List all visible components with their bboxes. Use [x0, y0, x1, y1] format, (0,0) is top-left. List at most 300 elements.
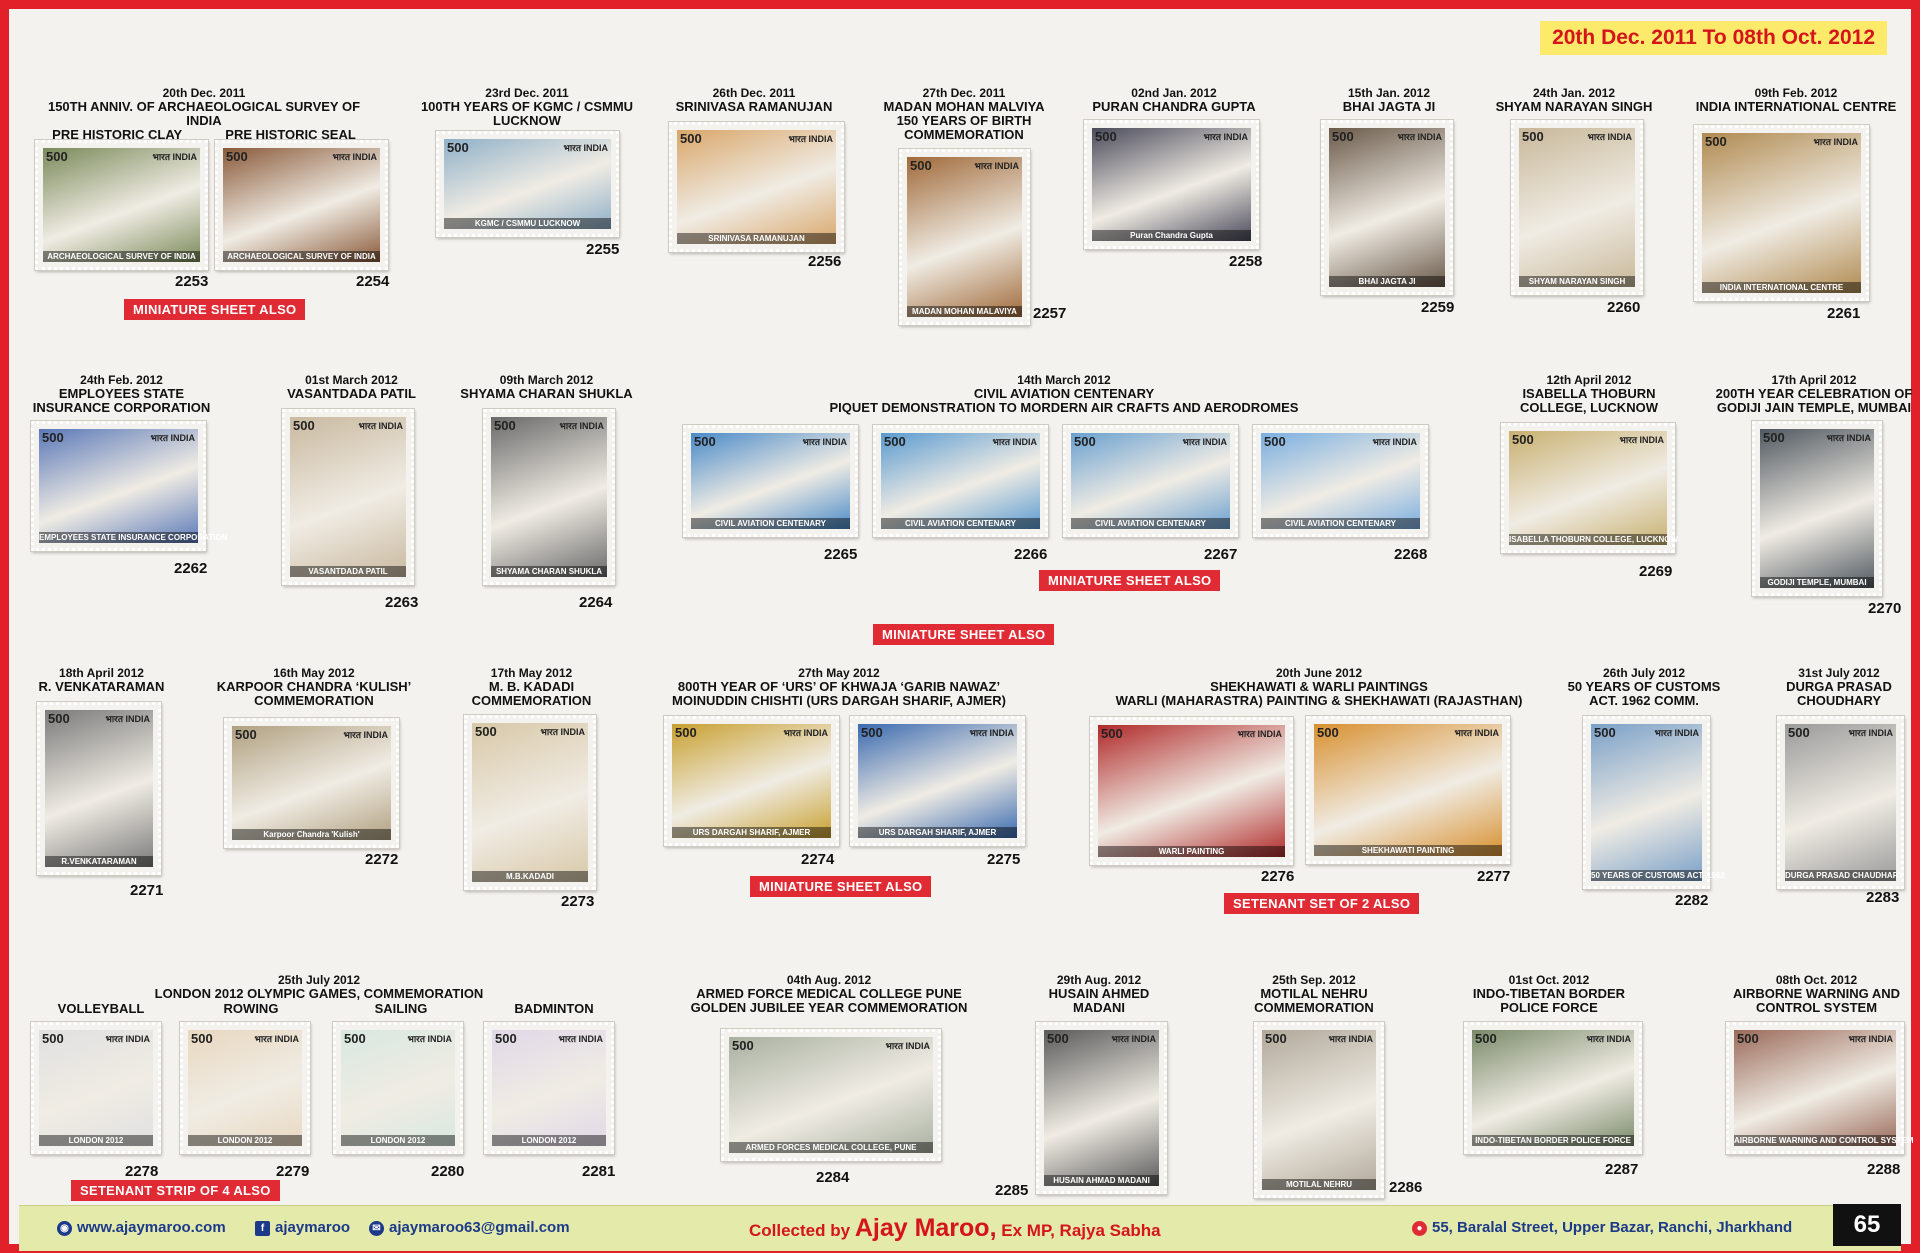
stamp-value: 500: [494, 418, 516, 433]
stamp-country: भारत INDIA: [802, 437, 847, 447]
catalogue-number: 2282: [1675, 892, 1709, 909]
issue-date: 16th May 2012: [273, 666, 355, 680]
issue-date: 01st Oct. 2012: [1508, 973, 1590, 987]
issue-title: M. B. KADADI: [488, 679, 575, 694]
collector-role: Ex MP, Rajya Sabha: [1001, 1221, 1161, 1240]
stamp-value: 500: [1512, 432, 1534, 447]
catalogue-number: 2253: [175, 273, 209, 290]
issue-subtitle: 150 YEARS OF BIRTH: [896, 113, 1032, 128]
miniature-sheet-badge: MINIATURE SHEET ALSO: [750, 876, 931, 897]
stamp-country: भारत INDIA: [152, 152, 197, 162]
issue-date: 31st July 2012: [1798, 666, 1880, 680]
catalogue-number: 2270: [1868, 600, 1902, 617]
group-header: [449, 666, 614, 708]
issue-date: 15th Jan. 2012: [1347, 86, 1431, 100]
stamp-country: भारत INDIA: [1848, 1034, 1893, 1044]
stamp-caption: Karpoor Chandra 'Kulish': [232, 829, 391, 840]
sport-label-badminton: BADMINTON: [514, 1001, 594, 1016]
catalogue-number: 2264: [579, 594, 613, 611]
stamp-image: [1314, 724, 1502, 856]
group-header: [1224, 973, 1404, 1015]
stamp[interactable]: [873, 425, 1048, 537]
issue-date: 25th Sep. 2012: [1272, 973, 1356, 987]
stamp-country: भारत INDIA: [559, 421, 604, 431]
stamp-image: [672, 724, 831, 838]
stamp-image: [39, 429, 228, 543]
stamp-value: 500: [675, 725, 697, 740]
group-header: [1074, 86, 1274, 114]
stamp-caption: DURGA PRASAD CHAUDHARY: [1785, 871, 1904, 880]
group-header: [669, 373, 1459, 415]
stamp-image: [491, 417, 607, 577]
group-header: [669, 973, 989, 1015]
stamp-image: [472, 723, 588, 882]
issue-subtitle: PIQUET DEMONSTRATION TO MORDERN AIR CRAFTS AND AERODROMES: [829, 400, 1299, 415]
issue-title: HUSAIN AHMED: [1048, 986, 1150, 1001]
catalogue-number: 2258: [1229, 253, 1263, 270]
stamp-value: 500: [1475, 1031, 1497, 1046]
stamp-image: [1262, 1030, 1376, 1190]
catalogue-number: 2256: [808, 253, 842, 270]
issue-title: SHEKHAWATI & WARLI PAINTINGS: [1210, 679, 1428, 694]
stamp-caption: CIVIL AVIATION CENTENARY: [1261, 518, 1420, 529]
stamp-image: [43, 148, 200, 262]
issue-title: INDIA INTERNATIONAL CENTRE: [1695, 99, 1897, 114]
stamp-image: [1760, 429, 1874, 588]
group-header: [264, 373, 439, 401]
stamp[interactable]: [664, 716, 839, 846]
stamp[interactable]: [484, 1022, 614, 1154]
globe-icon: ◉: [57, 1221, 72, 1236]
stamp-caption: AIRBORNE WARNING AND CONTROL SYSTEM: [1734, 1136, 1914, 1145]
issue-date: 26th July 2012: [1602, 666, 1686, 680]
stamp[interactable]: [333, 1022, 463, 1154]
stamp-value: 500: [226, 149, 248, 164]
issue-date: 25th July 2012: [277, 973, 361, 987]
stamp[interactable]: [224, 718, 399, 848]
stamp-caption: URS DARGAH SHARIF, AJMER: [672, 827, 831, 838]
stamp-caption: R.VENKATARAMAN: [45, 856, 153, 867]
stamp[interactable]: [31, 421, 228, 551]
catalogue-number: 2254: [356, 273, 390, 290]
group-header: [29, 86, 379, 142]
stamp-value: 500: [1522, 129, 1544, 144]
stamp[interactable]: [1752, 421, 1882, 596]
email-text: ajaymaroo63@gmail.com: [389, 1219, 570, 1236]
issue-date: 02nd Jan. 2012: [1131, 86, 1217, 100]
stamp-image: [858, 724, 1017, 838]
facebook-text: ajaymaroo: [275, 1219, 351, 1236]
stamp-value: 500: [48, 711, 70, 726]
issue-title: LONDON 2012 OLYMPIC GAMES, COMMEMORATION: [154, 986, 484, 1001]
stamp[interactable]: [37, 702, 161, 875]
stamp-caption: M.B.KADADI: [472, 871, 588, 882]
issue-date: 24th Jan. 2012: [1532, 86, 1616, 100]
date-range-banner: 20th Dec. 2011 To 08th Oct. 2012: [1540, 21, 1887, 55]
stamp-image: [729, 1037, 933, 1153]
issue-title: 50 YEARS OF CUSTOMS: [1567, 679, 1721, 694]
stamp-value: 500: [1705, 134, 1727, 149]
catalogue-number: 2266: [1014, 546, 1048, 563]
issue-subtitle: PRE HISTORIC CLAY PRE HISTORIC SEAL: [52, 127, 356, 142]
issue-title: 150TH ANNIV. OF ARCHAEOLOGICAL SURVEY OF INDIA: [47, 99, 361, 128]
issue-date: 27th Dec. 2011: [922, 86, 1006, 100]
stamp-image: [1092, 128, 1251, 241]
mail-icon: ✉: [369, 1221, 384, 1236]
stamp-country: भारत INDIA: [105, 1034, 150, 1044]
stamp-image: [45, 710, 153, 867]
issue-title: 800TH YEAR OF ‘URS’ OF KHWAJA ‘GARIB NAWAZ’: [677, 679, 1001, 694]
sport-label-volleyball: VOLLEYBALL: [57, 1001, 145, 1016]
stamp-value: 500: [1332, 129, 1354, 144]
stamp-country: भारत INDIA: [1619, 435, 1664, 445]
stamp-value: 500: [1594, 725, 1616, 740]
issue-title: EMPLOYEES STATE: [58, 386, 185, 401]
group-header: [1749, 666, 1929, 708]
stamp-country: भारत INDIA: [540, 727, 585, 737]
catalogue-number: 2273: [561, 893, 595, 910]
stamp-country: भारत INDIA: [563, 143, 608, 153]
stamp-country: भारत INDIA: [1372, 437, 1417, 447]
group-header: [29, 666, 174, 694]
stamp[interactable]: [35, 140, 208, 270]
stamp-image: [188, 1030, 302, 1146]
stamp[interactable]: [282, 409, 414, 585]
stamp-image: [223, 148, 380, 262]
stamp-caption: LONDON 2012: [341, 1135, 455, 1146]
catalogue-number: 2263: [385, 594, 419, 611]
issue-title: MADAN MOHAN MALVIYA: [883, 99, 1045, 114]
stamp[interactable]: [1583, 716, 1725, 889]
stamp-value: 500: [1101, 726, 1123, 741]
issue-date: 26th Dec. 2011: [712, 86, 796, 100]
stamp-country: भारत INDIA: [1587, 132, 1632, 142]
group-header: [1449, 973, 1649, 1015]
stamp[interactable]: [1726, 1022, 1914, 1154]
stamp-country: भारत INDIA: [1454, 728, 1499, 738]
stamp[interactable]: [215, 140, 388, 270]
stamp[interactable]: [1063, 425, 1238, 537]
issue-subtitle: CONTROL SYSTEM: [1755, 1000, 1878, 1015]
facebook-icon: f: [255, 1221, 270, 1236]
stamp-caption: EMPLOYEES STATE INSURANCE CORPORATION: [39, 533, 228, 542]
issue-date: 04th Aug. 2012: [786, 973, 872, 987]
issue-subtitle: COLLEGE, LUCKNOW: [1520, 400, 1658, 415]
stamp-country: भारत INDIA: [254, 1034, 299, 1044]
stamp[interactable]: [669, 122, 844, 252]
stamp-caption: SHEKHAWATI PAINTING: [1314, 845, 1502, 856]
stamp-value: 500: [1095, 129, 1117, 144]
collector-name: Ajay Maroo,: [854, 1214, 997, 1242]
catalogue-number: 2269: [1639, 563, 1673, 580]
catalogue-number: 2286: [1389, 1179, 1423, 1196]
issue-title: CIVIL AVIATION CENTENARY: [973, 386, 1155, 401]
stamp-country: भारत INDIA: [885, 1041, 930, 1051]
stamp[interactable]: [1253, 425, 1428, 537]
catalogue-number: 2276: [1261, 868, 1295, 885]
stamp-caption: SRINIVASA RAMANUJAN: [677, 233, 836, 244]
group-header: [1554, 666, 1734, 708]
group-header: [209, 666, 419, 708]
issue-subtitle: WARLI (MAHARASTRA) PAINTING & SHEKHAWATI (RAJASTHAN): [1115, 693, 1523, 708]
stamp-country: भारत INDIA: [558, 1034, 603, 1044]
stamp-value: 500: [447, 140, 469, 155]
stamp-image: [232, 726, 391, 840]
stamp-image: [1785, 724, 1904, 881]
stamp-country: भारत INDIA: [1586, 1034, 1631, 1044]
stamp-value: 500: [475, 724, 497, 739]
stamp-value: 500: [495, 1031, 517, 1046]
issue-title: SHYAM NARAYAN SINGH: [1495, 99, 1653, 114]
issue-title: ARMED FORCE MEDICAL COLLEGE PUNE: [696, 986, 962, 1001]
stamp[interactable]: [1306, 716, 1510, 864]
stamp-country: भारत INDIA: [1397, 132, 1442, 142]
stamp-country: भारत INDIA: [105, 714, 150, 724]
stamp-caption: SHYAM NARAYAN SINGH: [1519, 276, 1635, 287]
stamp-image: [1472, 1030, 1634, 1146]
stamp-country: भारत INDIA: [1813, 137, 1858, 147]
stamp-country: भारत INDIA: [783, 728, 828, 738]
stamp-value: 500: [1264, 434, 1286, 449]
stamp[interactable]: [1036, 1022, 1167, 1194]
stamp-value: 500: [1763, 430, 1785, 445]
issue-title: VASANTDADA PATIL: [287, 386, 416, 401]
stamp-caption: MOTILAL NEHRU: [1262, 1179, 1376, 1190]
stamp[interactable]: [483, 409, 615, 585]
stamp[interactable]: [850, 716, 1025, 846]
stamp[interactable]: [721, 1029, 941, 1161]
stamp-caption: CIVIL AVIATION CENTENARY: [1071, 518, 1230, 529]
stamp-value: 500: [293, 418, 315, 433]
stamp-caption: INDO-TIBETAN BORDER POLICE FORCE: [1472, 1135, 1634, 1146]
group-header: [1681, 86, 1911, 114]
issue-title: SHYAMA CHARAN SHUKLA: [460, 386, 633, 401]
setenant-badge: SETENANT SET OF 2 ALSO: [1224, 893, 1419, 914]
stamp[interactable]: [464, 715, 596, 890]
stamp-value: 500: [910, 158, 932, 173]
stamp[interactable]: [180, 1022, 310, 1154]
issue-date: 18th April 2012: [59, 666, 144, 680]
issue-subtitle: COMMEMORATION: [904, 127, 1024, 142]
stamp-country: भारत INDIA: [1182, 437, 1227, 447]
issue-date: 27th May 2012: [798, 666, 880, 680]
issue-date: 08th Oct. 2012: [1775, 973, 1858, 987]
stamp-value: 500: [191, 1031, 213, 1046]
stamp[interactable]: [31, 1022, 161, 1154]
catalogue-number: 2274: [801, 851, 835, 868]
group-header: [869, 86, 1059, 142]
miniature-sheet-badge: MINIATURE SHEET ALSO: [1039, 570, 1220, 591]
stamp[interactable]: [1501, 423, 1679, 553]
group-header: [1709, 373, 1919, 415]
issue-subtitle: INSURANCE CORPORATION: [32, 400, 211, 415]
issue-title: PURAN CHANDRA GUPTA: [1092, 99, 1256, 114]
stamp-caption: 50 YEARS OF CUSTOMS ACT. 1962: [1591, 871, 1725, 880]
stamp-value: 500: [42, 430, 64, 445]
stamp-caption: HUSAIN AHMAD MADANI: [1044, 1175, 1159, 1186]
stamp-caption: ARCHAEOLOGICAL SURVEY OF INDIA: [223, 251, 380, 262]
stamp[interactable]: [1090, 717, 1293, 865]
stamp-value: 500: [42, 1031, 64, 1046]
issue-date: 17th May 2012: [490, 666, 573, 680]
issue-subtitle: MADANI: [1073, 1000, 1125, 1015]
stamp-country: भारत INDIA: [974, 161, 1019, 171]
stamp-image: [1509, 431, 1679, 545]
issue-title: 200TH YEAR CELEBRATION OF: [1715, 386, 1913, 401]
catalogue-number: 2277: [1477, 868, 1511, 885]
issue-subtitle: LUCKNOW: [493, 113, 561, 128]
catalogue-number: 2260: [1607, 299, 1641, 316]
stamp[interactable]: [1254, 1022, 1384, 1198]
collector-credit: [749, 1214, 1161, 1243]
issue-subtitle: POLICE FORCE: [1500, 1000, 1598, 1015]
sport-label-sailing: SAILING: [374, 1001, 428, 1016]
stamp-image: [341, 1030, 455, 1146]
catalogue-number: 2280: [431, 1163, 465, 1180]
catalogue-number: 2268: [1394, 546, 1428, 563]
setenant-badge: SETENANT STRIP OF 4 ALSO: [71, 1180, 280, 1201]
address: [1412, 1219, 1792, 1236]
stamp-caption: LONDON 2012: [39, 1135, 153, 1146]
stamp-country: भारत INDIA: [1111, 1034, 1156, 1044]
group-header: [417, 86, 637, 128]
stamp-caption: LONDON 2012: [492, 1135, 606, 1146]
stamp[interactable]: [1321, 120, 1453, 295]
stamp-value: 500: [732, 1038, 754, 1053]
stamp-caption: Puran Chandra Gupta: [1092, 230, 1251, 241]
miniature-sheet-badge: MINIATURE SHEET ALSO: [124, 299, 305, 320]
group-header: [1479, 86, 1669, 114]
catalogue-number: 2267: [1204, 546, 1238, 563]
catalogue-number: 2259: [1421, 299, 1455, 316]
group-header: [1079, 666, 1559, 708]
stamp-caption: URS DARGAH SHARIF, AJMER: [858, 827, 1017, 838]
issue-date: 23rd Dec. 2011: [485, 86, 569, 100]
stamp-country: भारत INDIA: [1203, 132, 1248, 142]
stamp-country: भारत INDIA: [1237, 729, 1282, 739]
stamp[interactable]: [436, 131, 619, 237]
catalogue-number: 2275: [987, 851, 1021, 868]
issue-title: SRINIVASA RAMANUJAN: [675, 99, 833, 114]
issue-subtitle: GOLDEN JUBILEE YEAR COMMEMORATION: [690, 1000, 968, 1015]
issue-subtitle: COMMEMORATION: [254, 693, 374, 708]
stamp-country: भारत INDIA: [150, 433, 195, 443]
catalogue-number: 2287: [1605, 1161, 1639, 1178]
stamp[interactable]: [1694, 125, 1869, 301]
stamp-value: 500: [884, 434, 906, 449]
stamp-image: [290, 417, 406, 577]
group-header: [134, 973, 504, 1001]
stamp[interactable]: [1511, 120, 1643, 295]
stamp-value: 500: [1074, 434, 1096, 449]
facebook-link[interactable]: [255, 1219, 350, 1236]
stamp[interactable]: [1464, 1022, 1642, 1154]
collected-prefix: Collected by: [749, 1221, 851, 1240]
stamp-country: भारत INDIA: [1654, 728, 1699, 738]
issue-title: AIRBORNE WARNING AND: [1732, 986, 1901, 1001]
stamp-caption: GODIJI TEMPLE, MUMBAI: [1760, 577, 1874, 588]
issue-title: KARPOOR CHANDRA ‘KULISH’: [216, 679, 412, 694]
sport-label-rowing: ROWING: [223, 1001, 279, 1016]
catalogue-number: 2262: [174, 560, 208, 577]
stamp-value: 500: [861, 725, 883, 740]
stamp[interactable]: [1084, 120, 1259, 249]
footer: [19, 1205, 1901, 1251]
stamp-country: भारत INDIA: [343, 730, 388, 740]
stamp[interactable]: [683, 425, 858, 537]
group-header: [639, 666, 1039, 708]
catalogue-number: 2281: [582, 1163, 616, 1180]
stamp-image: [1044, 1030, 1159, 1186]
website-link[interactable]: [57, 1219, 226, 1236]
stamp-value: 500: [344, 1031, 366, 1046]
stamp-caption: SHYAMA CHARAN SHUKLA: [491, 566, 607, 577]
stamp-value: 500: [680, 131, 702, 146]
email-link[interactable]: [369, 1219, 570, 1236]
catalogue-number: 2285: [995, 1182, 1029, 1199]
group-header: [29, 373, 214, 415]
issue-date: 20th Dec. 2011: [162, 86, 246, 100]
group-header: [1709, 973, 1924, 1015]
group-header: [1489, 373, 1689, 415]
website-text: www.ajaymaroo.com: [77, 1219, 226, 1236]
issue-title: MOTILAL NEHRU: [1260, 986, 1368, 1001]
stamp-image: [1702, 133, 1861, 293]
catalogue-number: 2271: [130, 882, 164, 899]
catalogue-number: 2257: [1033, 305, 1067, 322]
issue-date: 14th March 2012: [1017, 373, 1111, 387]
issue-date: 09th March 2012: [499, 373, 594, 387]
group-header: [659, 86, 849, 114]
catalogue-number: 2288: [1867, 1161, 1901, 1178]
stamp-value: 500: [46, 149, 68, 164]
issue-date: 20th June 2012: [1275, 666, 1363, 680]
stamp-caption: ISABELLA THOBURN COLLEGE, LUCKNOW: [1509, 535, 1679, 544]
stamp-country: भारत INDIA: [1826, 433, 1871, 443]
issue-title: 100TH YEARS OF KGMC / CSMMU: [420, 99, 634, 114]
stamp-value: 500: [235, 727, 257, 742]
issue-subtitle: GODIJI JAIN TEMPLE, MUMBAI: [1716, 400, 1912, 415]
issue-subtitle: MOINUDDIN CHISHTI (URS DARGAH SHARIF, AJMER): [672, 693, 1006, 708]
stamp[interactable]: [1777, 716, 1904, 889]
issue-title: INDO-TIBETAN BORDER: [1472, 986, 1626, 1001]
stamp-caption: BHAI JAGTA JI: [1329, 276, 1445, 287]
issue-title: ISABELLA THOBURN: [1522, 386, 1656, 401]
issue-title: DURGA PRASAD: [1786, 679, 1892, 694]
stamp-value: 500: [694, 434, 716, 449]
stamp-caption: LONDON 2012: [188, 1135, 302, 1146]
stamp-country: भारत INDIA: [358, 421, 403, 431]
stamp-image: [492, 1030, 606, 1146]
stamp-country: भारत INDIA: [969, 728, 1014, 738]
issue-date: 29th Aug. 2012: [1056, 973, 1142, 987]
stamp-country: भारत INDIA: [788, 134, 833, 144]
stamp-image: [1329, 128, 1445, 287]
issue-title: BHAI JAGTA JI: [1342, 99, 1436, 114]
stamp-caption: CIVIL AVIATION CENTENARY: [881, 518, 1040, 529]
stamp[interactable]: [899, 149, 1030, 325]
miniature-sheet-badge: MINIATURE SHEET ALSO: [873, 624, 1054, 645]
location-pin-icon: ●: [1412, 1221, 1427, 1236]
stamp-caption: KGMC / CSMMU LUCKNOW: [444, 218, 611, 229]
stamp-caption: WARLI PAINTING: [1098, 846, 1285, 857]
stamp-image: [907, 157, 1022, 317]
issue-title: R. VENKATARAMAN: [38, 679, 165, 694]
stamp-country: भारत INDIA: [332, 152, 377, 162]
stamp-country: भारत INDIA: [1848, 728, 1893, 738]
group-header: [1019, 973, 1179, 1015]
group-header: [1299, 86, 1479, 114]
